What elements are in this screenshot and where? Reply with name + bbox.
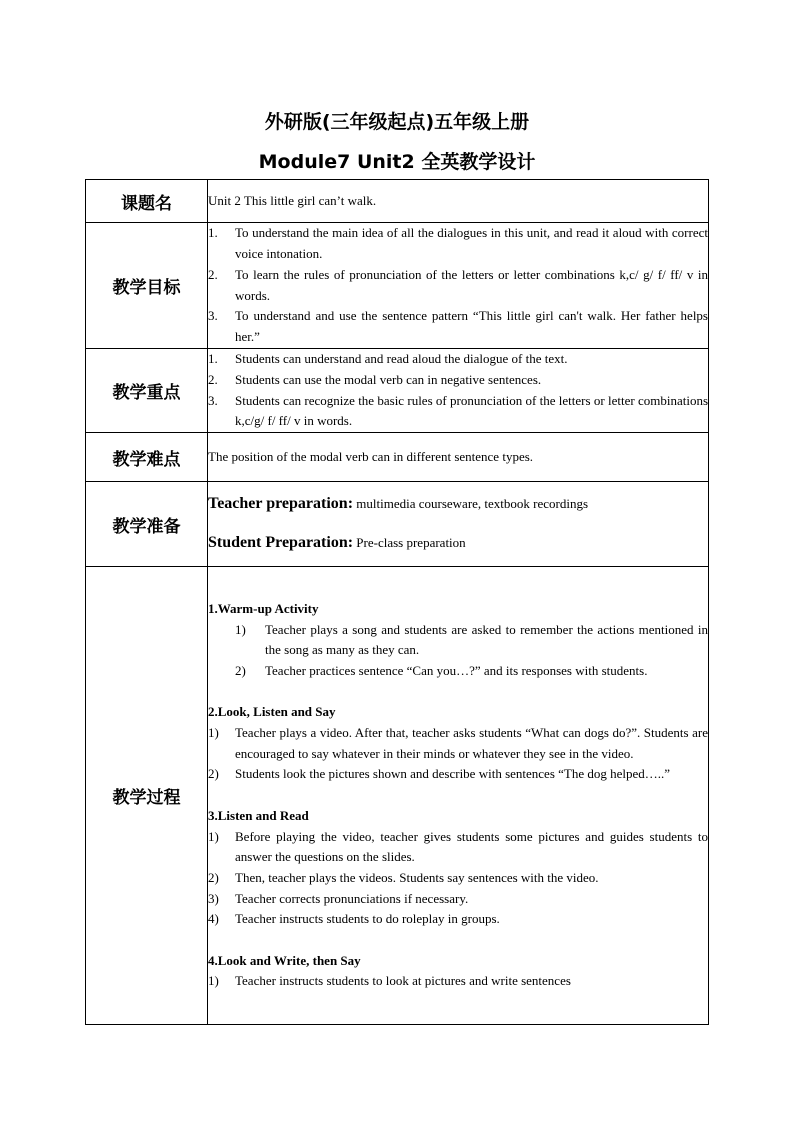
preparation-row (86, 482, 709, 567)
list-item: 3. To understand and use the sentence pattern “This little girl can't walk. Her father helps her.” (208, 308, 708, 344)
difficulties-text: The position of the modal verb can in different sentence types. (208, 433, 709, 482)
difficulties-row (86, 433, 709, 482)
list-item: 1. Students can understand and read aloud the dialogue of the text. (208, 351, 568, 367)
preparation-label: 教学准备 (86, 482, 208, 567)
lesson-plan-table (85, 179, 709, 1025)
keypoints-content (208, 349, 709, 433)
list-item: 3) Teacher corrects pronunciations if necessary. (208, 890, 469, 906)
list-item: 2) Then, teacher plays the videos. Students say sentences with the video. (208, 869, 599, 885)
student-preparation: Student Preparation: Pre-class preparation (208, 534, 466, 551)
list-item: 2. To learn the rules of pronunciation of the letters or letter combinations k,c/ g/ f/ ff/ v in words. (208, 266, 708, 303)
section-heading: 1.Warm-up Activity (208, 600, 319, 616)
document-subtitle: Module7 Unit2 全英教学设计 (258, 151, 536, 173)
difficulties-label: 教学难点 (86, 433, 208, 482)
list-item: 1) Teacher plays a video. After that, teacher asks students “What can dogs do?”. Students are encouraged to say whatever in their minds or whatever they see in the video. (208, 725, 708, 761)
list-item: 2. Students can use the modal verb can in negative sentences. (208, 371, 542, 387)
objectives-label: 教学目标 (86, 223, 208, 349)
teacher-preparation: Teacher preparation: multimedia courseware, textbook recordings (208, 495, 589, 513)
list-item: 1) Teacher instructs students to look at pictures and write sentences (208, 973, 571, 989)
list-item: 1. To understand the main idea of all the dialogues in this unit, and read it aloud with correct voice intonation. (208, 225, 708, 262)
section-heading: 3.Listen and Read (208, 807, 309, 823)
topic-row (86, 180, 709, 223)
section-heading: 4.Look and Write, then Say (208, 952, 361, 968)
process-content (208, 567, 709, 1025)
topic-text: Unit 2 This little girl can’t walk. (208, 180, 709, 223)
preparation-content (208, 482, 709, 567)
process-row (86, 567, 709, 1025)
list-item: 3. Students can recognize the basic rules of pronunciation of the letters or letter combinations k,c/g/ f/ ff/ v in words. (208, 392, 708, 429)
list-item: 2) Students look the pictures shown and describe with sentences “The dog helped…..” (208, 766, 671, 782)
objectives-row (86, 223, 709, 349)
list-item: 1) Before playing the video, teacher gives students some pictures and guides students to answer the questions on the slides. (208, 828, 708, 865)
keypoints-label: 教学重点 (86, 349, 208, 433)
objectives-content (208, 223, 709, 349)
process-label: 教学过程 (86, 567, 208, 1025)
topic-label: 课题名 (86, 180, 208, 223)
list-item: 1) Teacher plays a song and students are asked to remember the actions mentioned in the song as many as they can. (235, 621, 708, 658)
section-heading: 2.Look, Listen and Say (208, 704, 336, 720)
document-title: 外研版(三年级起点)五年级上册 (264, 111, 530, 133)
list-item: 4) Teacher instructs students to do roleplay in groups. (208, 911, 500, 927)
keypoints-row (86, 349, 709, 433)
list-item: 2) Teacher practices sentence “Can you…?” and its responses with students. (235, 662, 648, 678)
